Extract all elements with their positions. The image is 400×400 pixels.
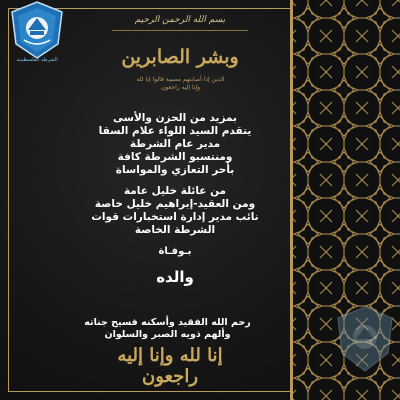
logo-caption: الشرطة الفلسطينية	[16, 57, 58, 63]
condolence-message	[70, 112, 280, 287]
emblem-watermark-icon	[335, 305, 395, 375]
prayer-block	[60, 317, 275, 341]
message-line: يتقدم السيد اللواء علام السقا	[98, 125, 252, 137]
message-line: نائب مدير إدارة استخبارات قوات	[91, 211, 259, 223]
message-line: مدير عام الشرطة	[129, 138, 221, 150]
basmala: بسم الله الرحمن الرحيم	[134, 15, 226, 25]
verse-text	[108, 76, 253, 92]
message-line: من عائلة خليل عامة	[123, 185, 227, 197]
closing-verse: إنا لله وإنا إليه راجعون	[117, 345, 223, 387]
message-line: ومنتسبو الشرطة كافة	[117, 151, 233, 163]
deceased-name: والده	[156, 268, 194, 286]
message-line: الشرطة الخاصة	[134, 224, 216, 236]
verse-text-line: وإنا إليه راجعون	[160, 84, 201, 91]
verse-title: وبشر الصابرين	[121, 46, 239, 68]
basmala-divider	[112, 30, 248, 31]
prayer-line: وألهم ذويه الصبر والسلوان	[104, 329, 231, 340]
verse-text-line: الذين إذا أصابتهم مصيبة قالوا إنا لله	[136, 76, 225, 83]
prayer-line: رحم الله الفقيد وأسكنه فسيح جناته	[84, 317, 251, 328]
message-line: ومن العقيد-إبراهيم خليل خاصة	[94, 198, 256, 210]
message-line: بمزيد من الحزن والأسى	[113, 112, 237, 124]
message-line: بأحر التعازي والمواساة	[115, 164, 235, 176]
death-label: بـوفـاة	[158, 246, 192, 257]
